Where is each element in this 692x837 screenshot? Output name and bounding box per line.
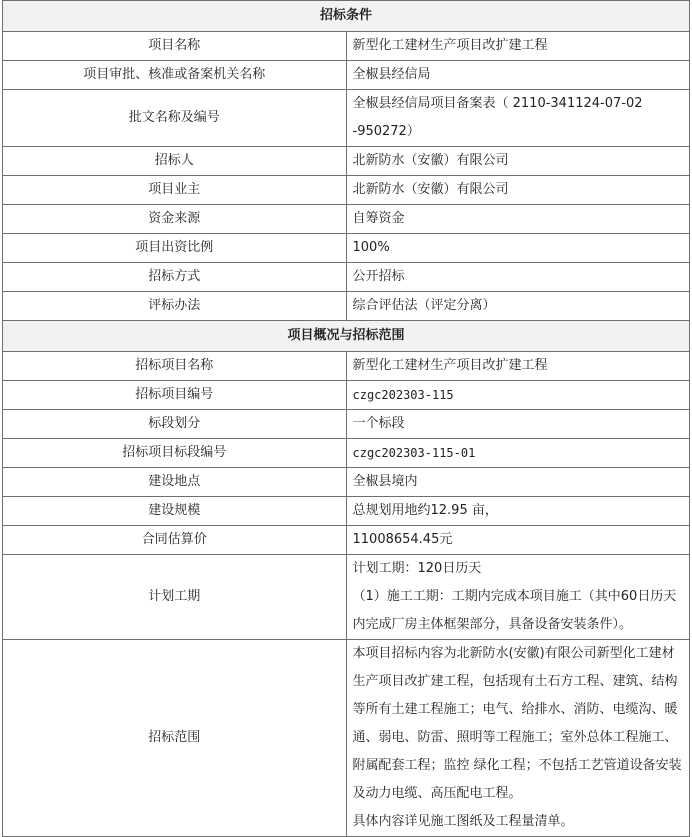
row-value: 全椒县经信局 xyxy=(346,61,690,90)
row-value: 北新防水（安徽）有限公司 xyxy=(346,176,690,205)
row-label: 标段划分 xyxy=(3,410,347,439)
row-label: 招标项目编号 xyxy=(3,381,347,410)
row-label: 建设规模 xyxy=(3,497,347,526)
row-value: czgc202303-115 xyxy=(346,381,690,410)
tender-info-table xyxy=(2,0,690,837)
section-header-row xyxy=(3,1,690,32)
row-label: 评标办法 xyxy=(3,292,347,321)
scope-line-2: 具体内容详见施工图纸及工程量清单。 xyxy=(352,814,574,829)
row-value: 新型化工建材生产项目改扩建工程 xyxy=(346,352,690,381)
row-value: czgc202303-115-01 xyxy=(346,439,690,468)
row-label: 项目名称 xyxy=(3,32,347,61)
row-value: 新型化工建材生产项目改扩建工程 xyxy=(346,32,690,61)
table-row xyxy=(3,439,690,468)
row-value: 综合评估法（评定分离） xyxy=(346,292,690,321)
table-row xyxy=(3,61,690,90)
row-label: 合同估算价 xyxy=(3,526,347,555)
schedule-value xyxy=(346,555,690,640)
row-label: 资金来源 xyxy=(3,205,347,234)
row-label: 项目业主 xyxy=(3,176,347,205)
scope-line-1: 本项目招标内容为北新防水(安徽)有限公司新型化工建材生产项目改扩建工程，包括现有土石方工程、建筑、结构等所有土建工程施工；电气、给排水、消防、电缆沟、暖通、弱电、防雷、照明等工程施工；室外总体工程施工、附属配套工程；监控 绿化工程；不包括工艺管道设备安装及动力电缆、高压配电工程。 xyxy=(352,646,682,801)
row-value: 自筹资金 xyxy=(346,205,690,234)
section-header-row xyxy=(3,321,690,352)
table-row-scope xyxy=(3,640,690,837)
row-label: 批文名称及编号 xyxy=(3,90,347,147)
table-row-schedule xyxy=(3,555,690,640)
table-row xyxy=(3,381,690,410)
row-label: 项目出资比例 xyxy=(3,234,347,263)
row-label: 计划工期 xyxy=(3,555,347,640)
table-row xyxy=(3,32,690,61)
row-value: 北新防水（安徽）有限公司 xyxy=(346,147,690,176)
table-row xyxy=(3,410,690,439)
row-value: 100% xyxy=(346,234,690,263)
table-row xyxy=(3,468,690,497)
table-row xyxy=(3,263,690,292)
row-value: 总规划用地约12.95 亩， xyxy=(346,497,690,526)
table-row xyxy=(3,526,690,555)
row-value: 全椒县经信局项目备案表（ 2110-341124-07-02 -950272） xyxy=(346,90,690,147)
row-value: 公开招标 xyxy=(346,263,690,292)
table-row xyxy=(3,352,690,381)
section-title-bidding-conditions: 招标条件 xyxy=(3,1,690,32)
row-label: 项目审批、核准或备案机关名称 xyxy=(3,61,347,90)
row-value: 一个标段 xyxy=(346,410,690,439)
section-title-project-overview: 项目概况与招标范围 xyxy=(3,321,690,352)
row-label: 招标项目名称 xyxy=(3,352,347,381)
row-value: 11008654.45元 xyxy=(346,526,690,555)
row-label: 招标人 xyxy=(3,147,347,176)
table-row xyxy=(3,147,690,176)
table-row xyxy=(3,497,690,526)
row-label: 招标范围 xyxy=(3,640,347,837)
table-row xyxy=(3,205,690,234)
table-row xyxy=(3,234,690,263)
row-label: 建设地点 xyxy=(3,468,347,497)
scope-value xyxy=(346,640,690,837)
table-row xyxy=(3,176,690,205)
table-row xyxy=(3,90,690,147)
row-label: 招标项目标段编号 xyxy=(3,439,347,468)
schedule-line-1: 计划工期：120日历天 xyxy=(352,561,482,576)
row-label: 招标方式 xyxy=(3,263,347,292)
schedule-line-2: （1）施工工期：工期内完成本项目施工（其中60日历天内完成厂房主体框架部分，具备设备安装条件）。 xyxy=(352,589,677,632)
row-value: 全椒县境内 xyxy=(346,468,690,497)
table-row xyxy=(3,292,690,321)
